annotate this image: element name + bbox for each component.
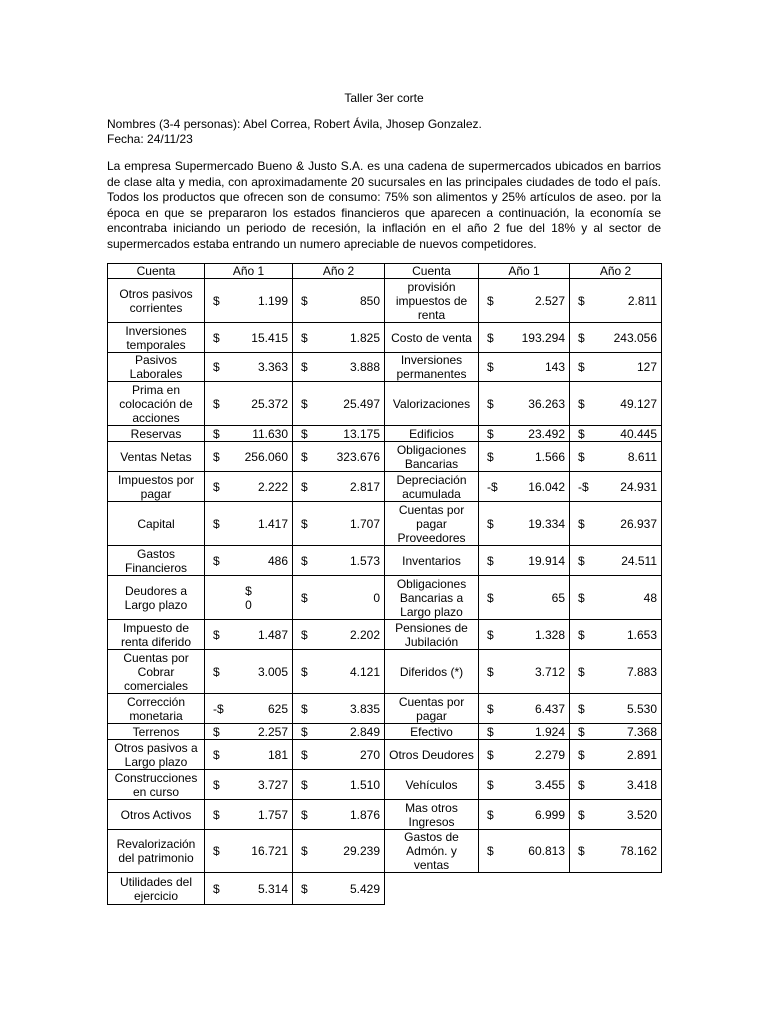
amount-value: 78.162 xyxy=(620,844,657,858)
account-name: Costo de venta xyxy=(385,323,479,353)
amount-year1 xyxy=(205,426,293,442)
account-name: Depreciación acumulada xyxy=(385,472,479,502)
currency-symbol: $ xyxy=(487,293,494,308)
amount-year2 xyxy=(570,724,662,740)
amount-year2 xyxy=(570,323,662,353)
currency-symbol: $ xyxy=(487,553,494,568)
amount-year2 xyxy=(570,576,662,620)
currency-symbol: $ xyxy=(301,449,308,464)
account-name: Inversiones temporales xyxy=(108,323,205,353)
account-name: Cuentas por pagar xyxy=(385,694,479,724)
table-row xyxy=(108,546,662,576)
amount-year2 xyxy=(293,873,385,905)
amount-year1 xyxy=(479,353,570,382)
amount-year2 xyxy=(570,353,662,382)
amount-year2 xyxy=(570,830,662,873)
amount-value: 7.368 xyxy=(626,724,657,739)
amount-year2 xyxy=(293,770,385,800)
account-name: Deudores a Largo plazo xyxy=(108,576,205,620)
case-description: La empresa Supermercado Bueno & Justo S.A. es una cadena de supermercados ubicados en barrios de clase alta y media, con aproximadamente 20 sucursales en las principales ciudades de todo el país. Todos los productos que ofrecen son de consumo: 75% son alimentos y 25% artículos de aseo. por la época en que se prepararon los estados financieros que aparecen a continuación, la economía se encontraba iniciando un periodo de recesión, la inflación en el año 2 fue del 18% y al sector de supermercados estaba entrando un numero apreciable de nuevos competidores. xyxy=(107,159,661,251)
amount-value: 143 xyxy=(544,360,565,374)
amount-year2 xyxy=(293,650,385,694)
amount-year1 xyxy=(205,740,293,770)
amount-year2 xyxy=(570,442,662,472)
table-row xyxy=(108,650,662,694)
account-name: Diferidos (*) xyxy=(385,650,479,694)
account-name: Cuentas por Cobrar comerciales xyxy=(108,650,205,694)
amount-year1 xyxy=(479,442,570,472)
names-line: Nombres (3-4 personas): Abel Correa, Robert Ávila, Jhosep Gonzalez. xyxy=(107,117,482,131)
table-row xyxy=(108,724,662,740)
currency-symbol: $ xyxy=(578,360,585,374)
currency-symbol: $ xyxy=(301,664,308,679)
amount-value: 0 xyxy=(245,597,252,612)
currency-symbol: $ xyxy=(213,777,220,792)
amount-value: 2.849 xyxy=(349,724,380,739)
amount-year2 xyxy=(293,502,385,546)
amount-year2 xyxy=(293,620,385,650)
amount-value: 1.707 xyxy=(349,516,380,531)
amount-value: 2.817 xyxy=(349,479,380,494)
table-row xyxy=(108,472,662,502)
amount-year1 xyxy=(205,770,293,800)
amount-year2 xyxy=(570,426,662,442)
account-name: Obligaciones Bancarias xyxy=(385,442,479,472)
amount-value: 6.999 xyxy=(534,807,565,822)
amount-year2 xyxy=(293,546,385,576)
table-row xyxy=(108,576,662,620)
amount-year2 xyxy=(293,724,385,740)
amount-year1 xyxy=(479,546,570,576)
amount-value: 3.520 xyxy=(626,807,657,822)
currency-symbol: $ xyxy=(578,807,585,822)
amount-year1 xyxy=(479,694,570,724)
currency-symbol: $ xyxy=(213,330,220,345)
amount-year2 xyxy=(293,353,385,382)
amount-year2 xyxy=(293,830,385,873)
currency-symbol: $ xyxy=(487,360,494,374)
amount-value: 2.279 xyxy=(534,747,565,762)
account-name: Gastos de Admón. y ventas xyxy=(385,830,479,873)
amount-year2 xyxy=(570,740,662,770)
currency-symbol: $ xyxy=(578,553,585,568)
currency-symbol: $ xyxy=(213,396,220,411)
currency-symbol: $ xyxy=(578,396,585,411)
account-name: Efectivo xyxy=(385,724,479,740)
currency-symbol: $ xyxy=(213,293,220,308)
table-row xyxy=(108,502,662,546)
amount-year2 xyxy=(570,502,662,546)
currency-symbol: $ xyxy=(213,426,220,441)
currency-symbol: $ xyxy=(487,627,494,642)
amount-value: 8.611 xyxy=(627,449,657,464)
account-name: Corrección monetaria xyxy=(108,694,205,724)
amount-value: 1.487 xyxy=(257,627,288,642)
amount-year2 xyxy=(570,279,662,323)
currency-symbol: $ xyxy=(213,627,220,642)
account-name: Capital xyxy=(108,502,205,546)
amount-value: 13.175 xyxy=(343,426,380,441)
currency-symbol: $ xyxy=(578,777,585,792)
amount-value: 24.511 xyxy=(621,553,657,568)
currency-symbol: $ xyxy=(301,360,308,374)
account-name: Otros pasivos corrientes xyxy=(108,279,205,323)
amount-year1 xyxy=(479,576,570,620)
amount-value: 3.418 xyxy=(626,777,657,792)
header-ano1-left: Año 1 xyxy=(205,264,293,279)
amount-value: 1.417 xyxy=(257,516,288,531)
amount-year2 xyxy=(570,770,662,800)
amount-value: 4.121 xyxy=(349,664,380,679)
currency-symbol: $ xyxy=(487,664,494,679)
table-row xyxy=(108,426,662,442)
currency-symbol: -$ xyxy=(213,701,224,716)
amount-value: 24.931 xyxy=(620,479,657,494)
currency-symbol: $ xyxy=(301,844,308,858)
account-name: Construcciones en curso xyxy=(108,770,205,800)
account-name: Valorizaciones xyxy=(385,382,479,426)
account-name: Mas otros Ingresos xyxy=(385,800,479,830)
empty-cell xyxy=(570,873,662,905)
amount-value: 1.924 xyxy=(534,724,565,739)
currency-symbol: $ xyxy=(213,844,220,858)
account-name: Impuestos por pagar xyxy=(108,472,205,502)
currency-symbol: $ xyxy=(578,449,585,464)
account-name: Otros pasivos a Largo plazo xyxy=(108,740,205,770)
amount-year1 xyxy=(479,650,570,694)
amount-year1 xyxy=(479,724,570,740)
table-row xyxy=(108,694,662,724)
currency-symbol: $ xyxy=(213,516,220,531)
currency-symbol: $ xyxy=(487,807,494,822)
amount-year2 xyxy=(293,472,385,502)
amount-value: 1.757 xyxy=(257,807,288,822)
currency-symbol: $ xyxy=(213,881,220,896)
amount-year2 xyxy=(570,800,662,830)
amount-year1 xyxy=(479,382,570,426)
amount-year1 xyxy=(205,472,293,502)
amount-value: 2.811 xyxy=(627,293,657,308)
amount-year1 xyxy=(479,472,570,502)
currency-symbol: $ xyxy=(213,664,220,679)
amount-value: 7.883 xyxy=(626,664,657,679)
amount-value: 1.876 xyxy=(349,807,380,822)
currency-symbol: $ xyxy=(245,583,252,598)
amount-value: 3.712 xyxy=(534,664,565,679)
amount-year2 xyxy=(293,740,385,770)
amount-year1 xyxy=(205,323,293,353)
amount-value: 5.429 xyxy=(349,881,380,896)
amount-year2 xyxy=(570,546,662,576)
amount-value: 26.937 xyxy=(620,516,657,531)
amount-year2 xyxy=(293,323,385,353)
header-ano2-right: Año 2 xyxy=(570,264,662,279)
header-ano1-right: Año 1 xyxy=(479,264,570,279)
amount-year1 xyxy=(479,740,570,770)
amount-year1 xyxy=(479,323,570,353)
currency-symbol: $ xyxy=(301,807,308,822)
currency-symbol: $ xyxy=(301,627,308,642)
table-row xyxy=(108,323,662,353)
amount-value: 1.510 xyxy=(349,777,380,792)
account-name: Utilidades del ejercicio xyxy=(108,873,205,905)
account-name: Pensiones de Jubilación xyxy=(385,620,479,650)
amount-year1 xyxy=(479,770,570,800)
amount-value: 65 xyxy=(551,590,565,605)
amount-value: 1.573 xyxy=(349,553,380,568)
table-row xyxy=(108,770,662,800)
account-name: Impuesto de renta diferido xyxy=(108,620,205,650)
amount-year1 xyxy=(479,279,570,323)
amount-value: 0 xyxy=(373,590,380,605)
amount-value: 5.530 xyxy=(626,701,657,716)
currency-symbol: $ xyxy=(578,747,585,762)
amount-value: 270 xyxy=(359,747,380,762)
account-name: Prima en colocación de acciones xyxy=(108,382,205,426)
currency-symbol: $ xyxy=(487,426,494,441)
amount-value: 29.239 xyxy=(343,844,380,858)
amount-year2 xyxy=(293,442,385,472)
amount-value: 625 xyxy=(267,701,288,716)
amount-year1 xyxy=(205,442,293,472)
amount-value: 23.492 xyxy=(528,426,565,441)
currency-symbol: $ xyxy=(301,426,308,441)
amount-value: 3.727 xyxy=(257,777,288,792)
account-name: Otros Activos xyxy=(108,800,205,830)
table-row xyxy=(108,873,662,905)
currency-symbol: $ xyxy=(301,293,308,308)
amount-year1 xyxy=(205,724,293,740)
amount-value: 1.328 xyxy=(534,627,565,642)
account-name: Obligaciones Bancarias a Largo plazo xyxy=(385,576,479,620)
table-row xyxy=(108,830,662,873)
account-name: Reservas xyxy=(108,426,205,442)
currency-symbol: $ xyxy=(213,479,220,494)
currency-symbol: $ xyxy=(213,360,220,374)
currency-symbol: $ xyxy=(301,701,308,716)
amount-year1 xyxy=(205,650,293,694)
amount-year1 xyxy=(205,620,293,650)
currency-symbol: $ xyxy=(487,330,494,345)
currency-symbol: $ xyxy=(487,844,494,858)
amount-year2 xyxy=(293,576,385,620)
amount-value: 15.415 xyxy=(251,330,288,345)
amount-year2 xyxy=(293,279,385,323)
amount-value: 3.835 xyxy=(349,701,380,716)
amount-value: 3.455 xyxy=(534,777,565,792)
currency-symbol: -$ xyxy=(487,479,498,494)
currency-symbol: $ xyxy=(301,553,308,568)
financial-accounts-table xyxy=(107,263,662,905)
currency-symbol: $ xyxy=(578,844,585,858)
amount-value: 40.445 xyxy=(620,426,657,441)
amount-value: 1.825 xyxy=(349,330,380,345)
amount-value: 1.199 xyxy=(257,293,288,308)
amount-year2 xyxy=(570,472,662,502)
account-name: Ventas Netas xyxy=(108,442,205,472)
amount-value: 127 xyxy=(636,360,657,374)
account-name: provisión impuestos de renta xyxy=(385,279,479,323)
amount-year2 xyxy=(570,650,662,694)
currency-symbol: $ xyxy=(301,479,308,494)
header-ano2-left: Año 2 xyxy=(293,264,385,279)
amount-value: 3.888 xyxy=(349,360,380,374)
currency-symbol: $ xyxy=(301,330,308,345)
amount-year1 xyxy=(479,426,570,442)
amount-year2 xyxy=(570,382,662,426)
amount-value: 16.721 xyxy=(251,844,288,858)
amount-year1 xyxy=(479,800,570,830)
amount-year1 xyxy=(205,502,293,546)
amount-value: 256.060 xyxy=(244,449,288,464)
amount-value: 323.676 xyxy=(336,449,380,464)
amount-value: 2.527 xyxy=(534,293,565,308)
amount-value: 11.630 xyxy=(252,426,288,441)
amount-year1 xyxy=(205,353,293,382)
header-cuenta-right: Cuenta xyxy=(385,264,479,279)
table-row xyxy=(108,382,662,426)
amount-year1 xyxy=(479,502,570,546)
table-header-row xyxy=(108,264,662,279)
table-row xyxy=(108,353,662,382)
currency-symbol: $ xyxy=(578,516,585,531)
currency-symbol: $ xyxy=(213,449,220,464)
empty-cell xyxy=(385,873,479,905)
account-name: Revalorización del patrimonio xyxy=(108,830,205,873)
currency-symbol: $ xyxy=(578,590,585,605)
amount-year2 xyxy=(570,620,662,650)
empty-cell xyxy=(479,873,570,905)
currency-symbol: $ xyxy=(578,426,585,441)
currency-symbol: $ xyxy=(578,664,585,679)
amount-value: 1.566 xyxy=(534,449,565,464)
amount-value: 49.127 xyxy=(620,396,657,411)
account-name: Terrenos xyxy=(108,724,205,740)
account-name: Vehículos xyxy=(385,770,479,800)
currency-symbol: $ xyxy=(301,881,308,896)
amount-year1 xyxy=(205,382,293,426)
currency-symbol: $ xyxy=(487,396,494,411)
amount-value: 2.257 xyxy=(257,724,288,739)
currency-symbol: $ xyxy=(487,747,494,762)
amount-value: 6.437 xyxy=(534,701,565,716)
amount-year1 xyxy=(479,830,570,873)
amount-value: 48 xyxy=(643,590,657,605)
currency-symbol: $ xyxy=(301,747,308,762)
currency-symbol: $ xyxy=(213,807,220,822)
currency-symbol: $ xyxy=(301,516,308,531)
amount-year1 xyxy=(205,873,293,905)
account-name: Inventarios xyxy=(385,546,479,576)
amount-year2 xyxy=(570,694,662,724)
account-name: Pasivos Laborales xyxy=(108,353,205,382)
amount-year2 xyxy=(293,426,385,442)
amount-value: 3.363 xyxy=(257,360,288,374)
amount-year1 xyxy=(205,694,293,724)
amount-value: 19.914 xyxy=(528,553,565,568)
document-title: Taller 3er corte xyxy=(344,91,424,105)
table-row xyxy=(108,740,662,770)
currency-symbol: $ xyxy=(301,724,308,739)
amount-value: 2.891 xyxy=(626,747,657,762)
currency-symbol: $ xyxy=(487,777,494,792)
amount-value: 3.005 xyxy=(257,664,288,679)
currency-symbol: $ xyxy=(487,701,494,716)
amount-value: 19.334 xyxy=(528,516,565,531)
currency-symbol: $ xyxy=(213,747,220,762)
currency-symbol: $ xyxy=(578,701,585,716)
amount-value: 181 xyxy=(267,747,288,762)
currency-symbol: $ xyxy=(301,590,308,605)
account-name: Edificios xyxy=(385,426,479,442)
table-row xyxy=(108,442,662,472)
account-name: Otros Deudores xyxy=(385,740,479,770)
currency-symbol: $ xyxy=(301,777,308,792)
currency-symbol: $ xyxy=(487,590,494,605)
amount-value: 60.813 xyxy=(528,844,565,858)
amount-year2 xyxy=(293,382,385,426)
account-name: Cuentas por pagar Proveedores xyxy=(385,502,479,546)
account-name: Gastos Financieros xyxy=(108,546,205,576)
header-cuenta-left: Cuenta xyxy=(108,264,205,279)
table-row xyxy=(108,279,662,323)
amount-value: 243.056 xyxy=(613,330,657,345)
amount-value: 2.202 xyxy=(349,627,380,642)
amount-value: 193.294 xyxy=(521,330,565,345)
amount-year1 xyxy=(205,800,293,830)
amount-value: 16.042 xyxy=(528,479,565,494)
document-meta xyxy=(107,117,482,147)
amount-value: 36.263 xyxy=(528,396,565,411)
currency-symbol: $ xyxy=(487,449,494,464)
currency-symbol: $ xyxy=(487,516,494,531)
currency-symbol: -$ xyxy=(578,479,589,494)
table-row xyxy=(108,800,662,830)
amount-value: 486 xyxy=(267,553,288,568)
amount-year1 xyxy=(205,546,293,576)
currency-symbol: $ xyxy=(578,330,585,345)
amount-year1 xyxy=(479,620,570,650)
amount-value: 2.222 xyxy=(257,479,288,494)
amount-value: 5.314 xyxy=(257,881,288,896)
amount-year1 xyxy=(205,830,293,873)
currency-symbol: $ xyxy=(213,724,220,739)
currency-symbol: $ xyxy=(301,396,308,411)
currency-symbol: $ xyxy=(578,627,585,642)
amount-year1 xyxy=(205,279,293,323)
table-row xyxy=(108,620,662,650)
amount-year1 xyxy=(205,576,293,620)
amount-value: 1.653 xyxy=(626,627,657,642)
currency-symbol: $ xyxy=(578,724,585,739)
currency-symbol: $ xyxy=(578,293,585,308)
amount-value: 25.497 xyxy=(343,396,380,411)
date-line: Fecha: 24/11/23 xyxy=(107,132,193,146)
amount-year2 xyxy=(293,694,385,724)
currency-symbol: $ xyxy=(213,553,220,568)
currency-symbol: $ xyxy=(487,724,494,739)
amount-year2 xyxy=(293,800,385,830)
amount-value: 850 xyxy=(359,293,380,308)
account-name: Inversiones permanentes xyxy=(385,353,479,382)
amount-value: 25.372 xyxy=(251,396,288,411)
